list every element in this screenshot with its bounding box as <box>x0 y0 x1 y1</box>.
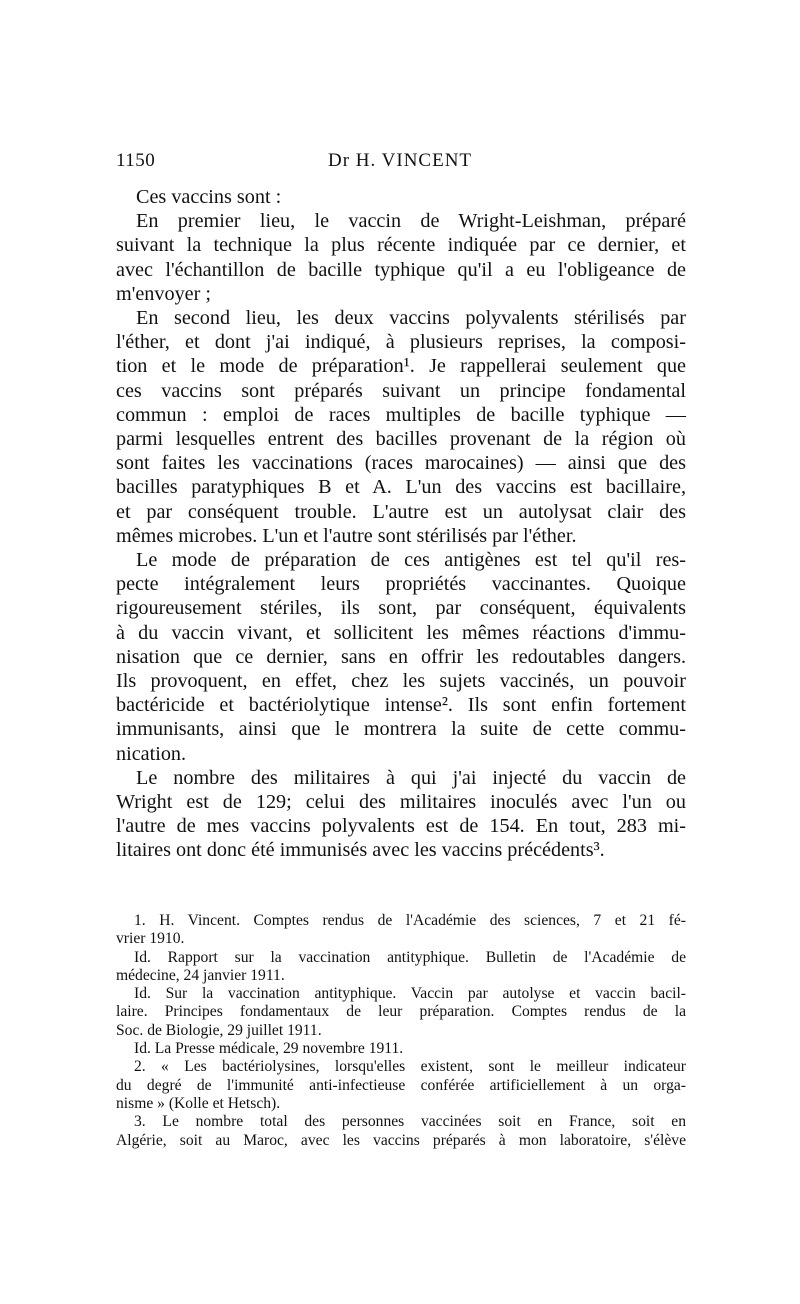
body-line: et par conséquent trouble. L'autre est un autolysat clair des <box>116 500 686 523</box>
body-line: nisation que ce dernier, sans en offrir les redoutables dangers. <box>116 645 686 668</box>
footnote-line: Algérie, soit au Maroc, avec les vaccins préparés à mon laboratoire, s'élève <box>116 1131 686 1149</box>
body-line: pecte intégralement leurs propriétés vaccinantes. Quoique <box>116 573 686 596</box>
footnote-line: 2. « Les bactériolysines, lorsqu'elles existent, sont le meilleur indicateur <box>134 1058 686 1076</box>
page-number: 1150 <box>116 150 156 171</box>
footnote-line: médecine, 24 janvier 1911. <box>116 966 285 984</box>
body-line: Ils provoquent, en effet, chez les sujets vaccinés, un pouvoir <box>116 670 686 693</box>
body-line: En premier lieu, le vaccin de Wright-Leishman, préparé <box>136 210 686 233</box>
footnotes <box>116 912 686 1150</box>
body-line: Le nombre des militaires à qui j'ai injecté du vaccin de <box>136 766 686 789</box>
footnote-line: Id. Rapport sur la vaccination antityphique. Bulletin de l'Académie de <box>134 948 686 966</box>
body-line: commun : emploi de races multiples de bacille typhique — <box>116 403 686 426</box>
footnote-line: laire. Principes fondamentaux de leur préparation. Comptes rendus de la <box>116 1003 686 1021</box>
body-line: bactéricide et bactériolytique intense². Ils sont enfin fortement <box>116 694 686 717</box>
body-line: Wright est de 129; celui des militaires inoculés avec l'un ou <box>116 791 686 814</box>
body-line: sont faites les vaccinations (races marocaines) — ainsi que des <box>116 452 686 475</box>
footnote-line: du degré de l'immunité anti-infectieuse conférée artificiellement à un orga- <box>116 1076 686 1094</box>
body-line: l'éther, et dont j'ai indiqué, à plusieurs reprises, la composi- <box>116 331 686 354</box>
body-line: bacilles paratyphiques B et A. L'un des vaccins est bacillaire, <box>116 476 686 499</box>
footnote-line: 3. Le nombre total des personnes vaccinées soit en France, soit en <box>134 1113 686 1131</box>
body-text <box>116 185 686 863</box>
body-line: rigoureusement stériles, ils sont, par conséquent, équivalents <box>116 597 686 620</box>
body-line: m'envoyer ; <box>116 282 212 305</box>
body-line: immunisants, ainsi que le montrera la suite de cette commu- <box>116 718 686 741</box>
body-line: Ces vaccins sont : <box>136 186 282 208</box>
body-line: nication. <box>116 742 187 765</box>
footnote-line: vrier 1910. <box>116 930 185 948</box>
body-line: En second lieu, les deux vaccins polyvalents stérilisés par <box>136 307 686 330</box>
body-line: tion et le mode de préparation¹. Je rappellerai seulement que <box>116 355 686 378</box>
footnote-line: nisme » (Kolle et Hetsch). <box>116 1094 281 1112</box>
body-line: parmi lesquelles entrent des bacilles provenant de la région où <box>116 428 686 451</box>
body-line: ces vaccins sont préparés suivant un principe fondamental <box>116 379 686 402</box>
body-line: litaires ont donc été immunisés avec les vaccins précédents³. <box>116 839 605 862</box>
body-line: mêmes microbes. L'un et l'autre sont stérilisés par l'éther. <box>116 524 577 547</box>
body-line: suivant la technique la plus récente indiquée par ce dernier, et <box>116 234 686 257</box>
body-line: à du vaccin vivant, et sollicitent les mêmes réactions d'immu- <box>116 621 686 644</box>
body-line: l'autre de mes vaccins polyvalents est de 154. En tout, 283 mi- <box>116 815 686 838</box>
footnote-line: Soc. de Biologie, 29 juillet 1911. <box>116 1021 322 1039</box>
running-title: Dr H. VINCENT <box>327 150 473 171</box>
footnote-line: 1. H. Vincent. Comptes rendus de l'Académie des sciences, 7 et 21 fé- <box>134 912 686 929</box>
body-line: Le mode de préparation de ces antigènes est tel qu'il res- <box>136 549 686 572</box>
footnote-line: Id. Sur la vaccination antityphique. Vaccin par autolyse et vaccin bacil- <box>134 985 686 1003</box>
footnote-line: Id. La Presse médicale, 29 novembre 1911. <box>134 1040 404 1058</box>
body-line: avec l'échantillon de bacille typhique qu'il a eu l'obligeance de <box>116 258 686 281</box>
